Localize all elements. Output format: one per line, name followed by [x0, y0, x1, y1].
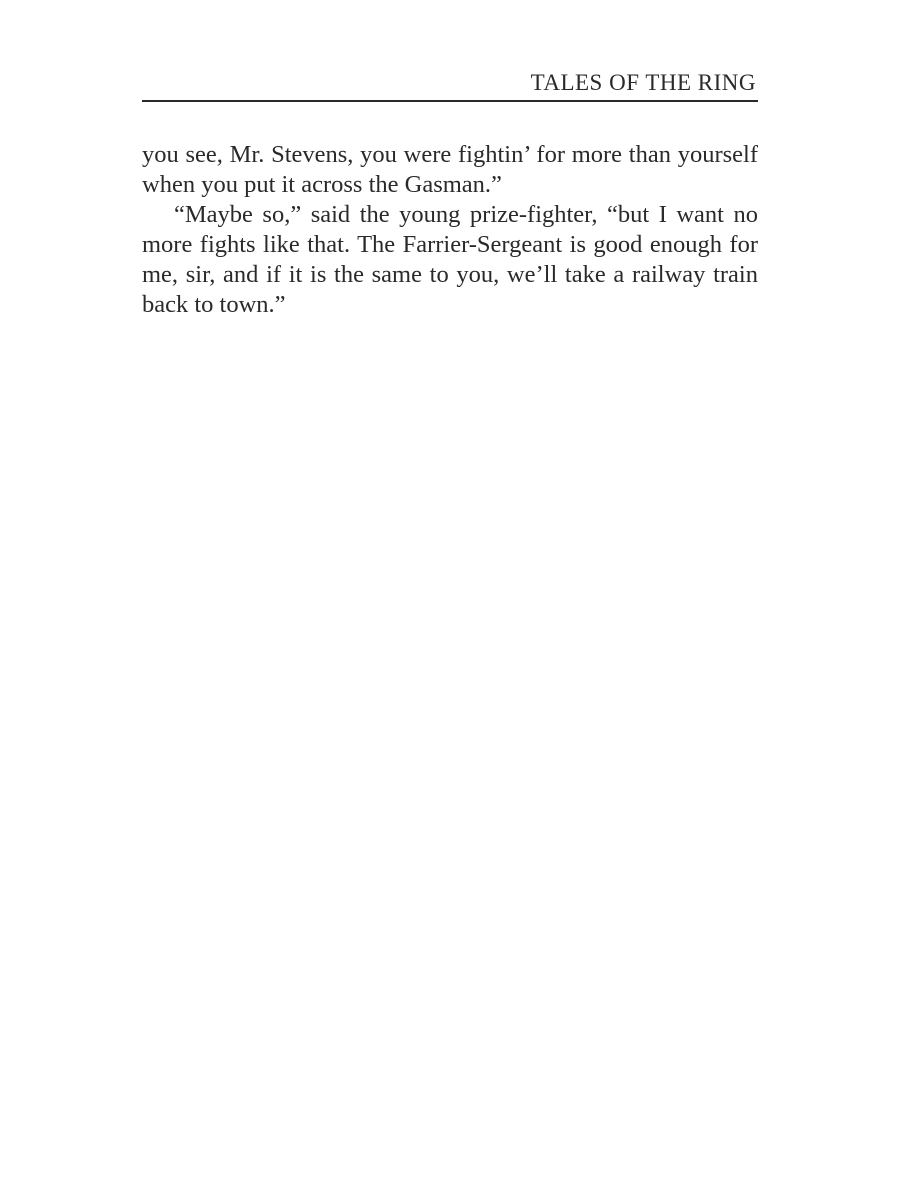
running-header	[142, 68, 758, 102]
paragraph: “Maybe so,” said the young prize-fighter, “but I want no more fights like that. The Farrier-Sergeant is good enough for me, sir, and if it is the same to you, we’ll take a railway train back to town.”	[142, 201, 758, 318]
running-header-title: TALES OF THE RING	[530, 70, 756, 95]
body-text	[142, 140, 758, 320]
paragraph-continued: you see, Mr. Stevens, you were fightin’ for more than yourself when you put it across the Gasman.”	[142, 141, 758, 198]
